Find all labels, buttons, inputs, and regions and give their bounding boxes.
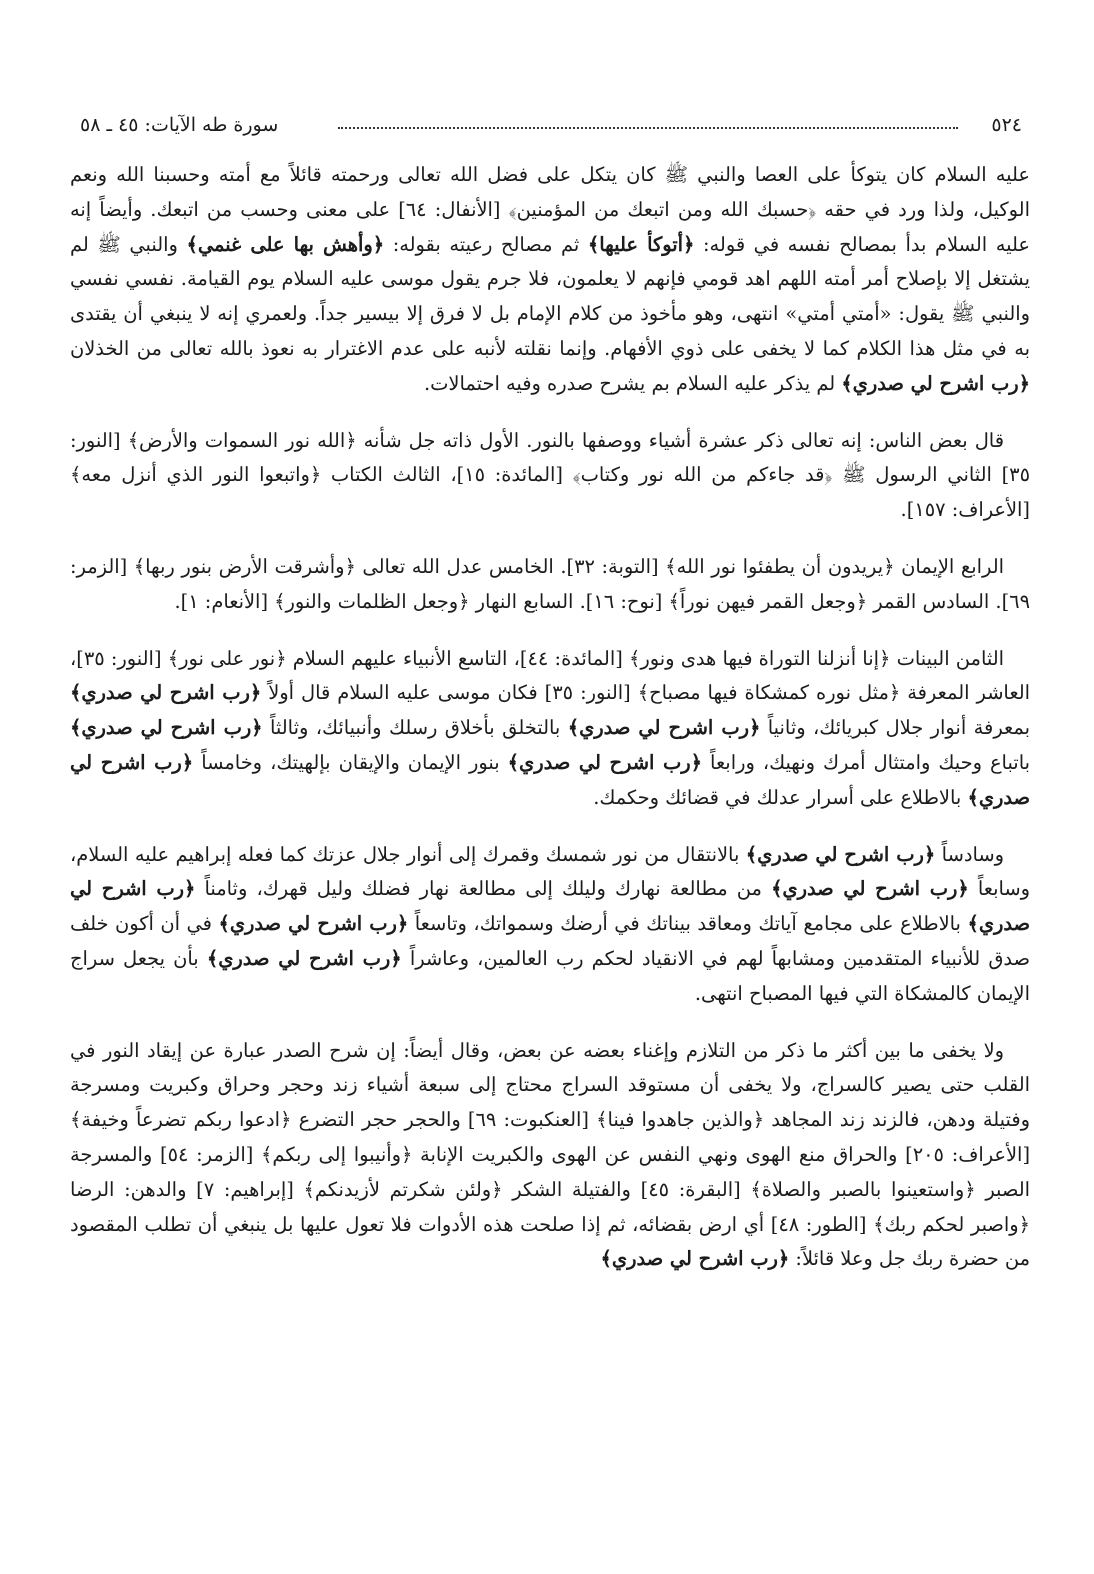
page-header bbox=[70, 108, 1030, 142]
paragraph-text: باتباع وحيك وامتثال أمرك ونهيك، ورابعاً bbox=[702, 750, 1031, 774]
quran-verse: ﴿رب اشرح لي صدري﴾ bbox=[70, 877, 1031, 936]
paragraph bbox=[70, 550, 1030, 620]
quran-verse: ﴿رب اشرح لي صدري﴾ bbox=[70, 681, 262, 705]
quran-verse: ﴿رب اشرح لي صدري﴾ bbox=[567, 716, 761, 740]
paragraph bbox=[70, 838, 1030, 1012]
paragraph bbox=[70, 424, 1030, 528]
paragraph-text: من مطالعة نهارك وليلك إلى مطالعة نهار فضلك وليل قهرك، وثامناً bbox=[195, 877, 772, 901]
quran-verse: ﴿رب اشرح لي صدري﴾ bbox=[218, 912, 409, 936]
paragraph-text: قال بعض الناس: إنه تعالى ذكر عشرة أشياء ووصفها بالنور. الأول ذاته جل شأنه ﴿الله نور السموات والأرض﴾ [النور: ٣٥] الثاني الرسول ﷺ ﴿قد جاءكم من الله نور وكتاب﴾ [المائدة: ١٥]، الثالث الكتاب ﴿واتبعوا النور الذي أنزل معه﴾ [الأعراف: ١٥٧]. bbox=[70, 428, 1031, 522]
quran-verse: ﴿رب اشرح لي صدري﴾ bbox=[841, 371, 1030, 395]
paragraph-text: بمعرفة أنوار جلال كبريائك، وثانياً bbox=[760, 716, 1030, 740]
quran-verse: ﴿رب اشرح لي صدري﴾ bbox=[206, 946, 402, 970]
paragraph-text: بنور الإيمان والإيقان بإلهيتك، وخامساً bbox=[193, 750, 508, 774]
paragraph-text: بأن يجعل سراج الإيمان كالمشكاة التي فيها المصباح انتهى. bbox=[70, 946, 1030, 1005]
quran-verse: ﴿رب اشرح لي صدري﴾ bbox=[70, 750, 1030, 809]
paragraph bbox=[70, 642, 1030, 816]
running-title: سورة طه الآيات: ٤٥ ـ ٥٨ bbox=[80, 114, 279, 136]
paragraph-text: الثامن البينات ﴿إنا أنزلنا التوراة فيها هدى ونور﴾ [المائدة: ٤٤]، التاسع الأنبياء عليهم السلام ﴿نور على نور﴾ [النور: ٣٥]، العاشر المعرفة ﴿مثل نوره كمشكاة فيها مصباح﴾ [النور: ٣٥] فكان موسى عليه السلام قال أولاً bbox=[70, 646, 1030, 705]
quran-verse: ﴿وأهش بها على غنمي﴾ bbox=[186, 232, 385, 256]
paragraph-text: بالاطلاع على أسرار عدلك في قضائك وحكمك. bbox=[593, 785, 968, 809]
page-number: ٥٢٤ bbox=[991, 114, 1022, 136]
paragraph-text: وسادساً bbox=[935, 842, 1004, 866]
paragraph-text: بالتخلق بأخلاق رسلك وأنبيائك، وثالثاً bbox=[262, 716, 568, 740]
paragraph bbox=[70, 158, 1030, 402]
paragraph-text: بالاطلاع على مجامع آياتك ومعاقد بيناتك في أرضك وسمواتك، وتاسعاً bbox=[408, 912, 968, 936]
body-text bbox=[70, 158, 1030, 1277]
quran-verse: ﴿رب اشرح لي صدري﴾ bbox=[70, 716, 263, 740]
paragraph bbox=[70, 1034, 1030, 1278]
paragraph-text: والنبي ﷺ لم يشتغل إلا بإصلاح أمر أمته اللهم اهد قومي فإنهم لا يعلمون، فلا جرم يقول موسى عليه السلام يوم القيامة. نفسي نفسي والنبي ﷺ يقول: «أمتي أمتي» انتهى، وهو مأخوذ من كلام الإمام بل لا فرق إلا بيسير جداً. ولعمري إنه لا ينبغي أن يقتدى به في مثل هذا الكلام كما لا يخفى على ذوي الأفهام. وإنما نقلته لأنبه على عدم الاغترار به نعوذ بالله تعالى من الخذلان bbox=[70, 232, 1030, 360]
paragraph-text: في أن أكون خلف صدق للأنبياء المتقدمين ومشابهاً لهم في الانقياد لحكم رب العالمين، وعاشراً bbox=[70, 912, 1031, 970]
paragraph-text: ثم مصالح رعيته بقوله: bbox=[384, 232, 588, 256]
paragraph-text: عليه السلام كان يتوكأ على العصا والنبي ﷺ كان يتكل على فضل الله تعالى ورحمته قائلاً مع أمته وحسبنا الله ونعم الوكيل، ولذا ورد في حقه ﴿حسبك الله ومن اتبعك من المؤمنين﴾ [الأنفال: ٦٤] على معنى وحسب من اتبعك. وأيضاً إنه عليه السلام بدأ بمصالح نفسه في قوله: bbox=[70, 163, 1030, 256]
paragraph-text: لم يذكر عليه السلام بم يشرح صدره وفيه احتمالات. bbox=[424, 371, 842, 395]
quran-verse: ﴿رب اشرح لي صدري﴾ bbox=[600, 1247, 790, 1271]
quran-verse: ﴿رب اشرح لي صدري﴾ bbox=[745, 842, 936, 866]
quran-verse: ﴿رب اشرح لي صدري﴾ bbox=[771, 877, 969, 901]
paragraph-text: ولا يخفى ما بين أكثر ما ذكر من التلازم وإغناء بعضه عن بعض، وقال أيضاً: إن شرح الصدر عبارة عن إيقاد النور في القلب حتى يصير كالسراج، ولا يخفى أن مستوقد السراج محتاج إلى سبعة أشياء زند وحجر وحراق وكبريت ومسرجة وفتيلة ودهن، فالزند زند المجاهد ﴿والذين جاهدوا فينا﴾ [العنكبوت: ٦٩] والحجر حجر التضرع ﴿ادعوا ربكم تضرعاً وخيفة﴾ [الأعراف: ٢٠٥] والحراق منع الهوى ونهي النفس عن الهوى والكبريت الإنابة ﴿وأنيبوا إلى ربكم﴾ [الزمر: ٥٤] والمسرجة الصبر ﴿واستعينوا بالصبر والصلاة﴾ [البقرة: ٤٥] والفتيلة الشكر ﴿ولئن شكرتم لأزيدنكم﴾ [إبراهيم: ٧] والدهن: الرضا ﴿واصبر لحكم ربك﴾ [الطور: ٤٨] أي ارض بقضائه، ثم إذا صلحت هذه الأدوات فلا تعول عليها بل ينبغي أن تطلب المقصود من حضرة ربك جل وعلا قائلاً: bbox=[70, 1038, 1031, 1271]
header-dotted-leader bbox=[338, 127, 958, 129]
quran-verse: ﴿رب اشرح لي صدري﴾ bbox=[507, 750, 702, 774]
book-page bbox=[70, 108, 1030, 1548]
paragraph-text: الرابع الإيمان ﴿يريدون أن يطفئوا نور الله﴾ [التوبة: ٣٢]. الخامس عدل الله تعالى ﴿وأشرقت الأرض بنور ربها﴾ [الزمر: ٦٩]. السادس القمر ﴿وجعل القمر فيهن نوراً﴾ [نوح: ١٦]. السابع النهار ﴿وجعل الظلمات والنور﴾ [الأنعام: ١]. bbox=[70, 554, 1030, 613]
quran-verse: ﴿أتوكأ عليها﴾ bbox=[587, 232, 695, 256]
paragraph-text: بالانتقال من نور شمسك وقمرك إلى أنوار جلال عزتك كما فعله إبراهيم عليه السلام، وسابعاً bbox=[70, 842, 1031, 901]
